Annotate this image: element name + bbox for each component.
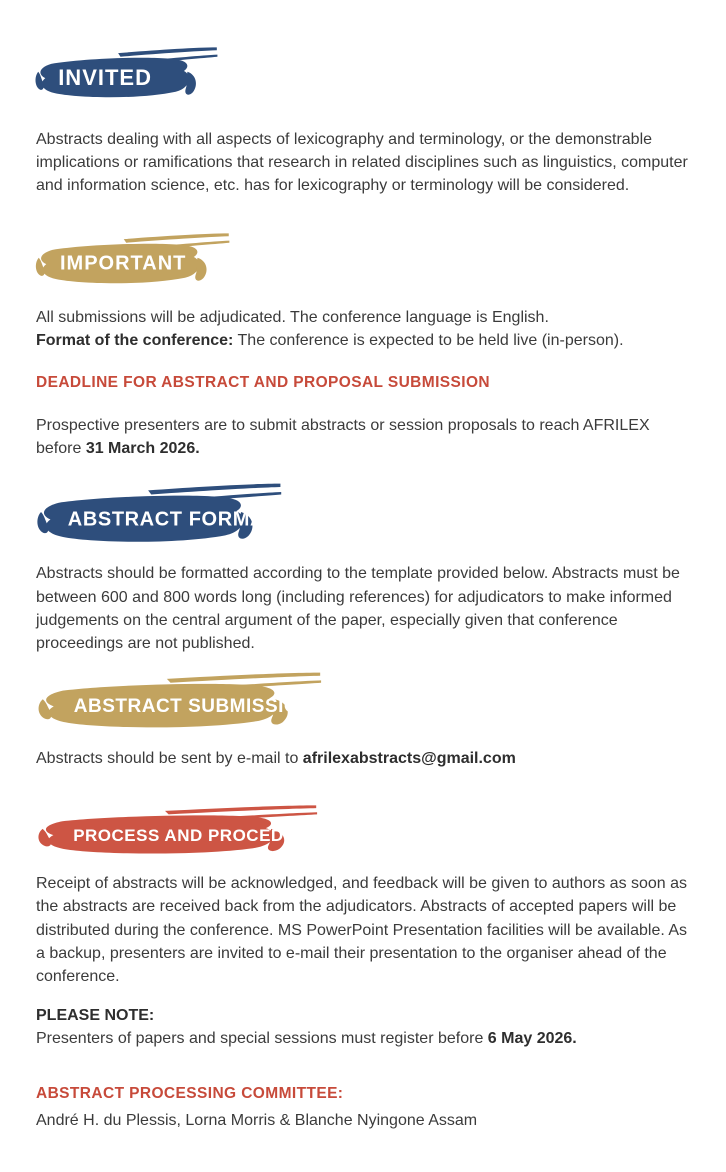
deadline-date: 31 March 2026. [85,440,200,458]
important-paragraph [36,306,690,352]
invited-paragraph: Abstracts dealing with all aspects of lexicography and terminology, or the demonstrable implications or ramifications that research in related disciplines such as linguistics, computer and information science, etc. has for lexicography or terminology will be considered. [36,131,688,195]
section-badge-important [30,232,230,292]
section-badge-abstract-submission [30,671,322,737]
section-title-important: IMPORTANT [60,252,187,275]
section-title-invited: INVITED [58,65,152,91]
section-badge-invited [30,46,218,106]
please-note-text: Presenters of papers and special sessions must register before [36,1030,488,1048]
deadline-heading: DEADLINE FOR ABSTRACT AND PROPOSAL SUBMISSION [36,373,491,391]
section-badge-abstract-format [30,482,282,552]
please-note-date: 6 May 2026. [487,1030,577,1048]
conference-format-text: The conference is expected to be held live (in-person). [233,331,624,349]
please-note-block [36,1004,690,1050]
process-paragraph: Receipt of abstracts will be acknowledged, and feedback will be given to authors as soon as the abstracts are received back from the adjudicators. Abstracts of accepted papers will be distributed during the conference. MS PowerPoint Presentation facilities will be available. As a backup, presenters are invited to e-mail their presentation to the organiser ahead of the conference. [36,875,688,985]
section-title-process: PROCESS AND PROCEDURES [73,825,333,845]
important-line1: All submissions will be adjudicated. The conference language is English. [36,308,549,326]
committee-members: André H. du Plessis, Lorna Morris & Blanche Nyingone Assam [36,1111,478,1129]
committee-heading: ABSTRACT PROCESSING COMMITTEE: [36,1084,344,1102]
deadline-text: Prospective presenters are to submit abstracts or session proposals to reach AFRILEX before [36,416,650,458]
please-note-label: PLEASE NOTE: [36,1007,155,1025]
deadline-paragraph [36,414,690,460]
abstract-submission-paragraph [36,747,690,770]
conference-format-label: Format of the conference: [36,331,234,349]
section-title-abstract-format: ABSTRACT FORMAT [67,508,277,531]
abstract-format-paragraph: Abstracts should be formatted according to the template provided below. Abstracts must be between 600 and 800 words long (including references) for adjudicators to make informed judgements on the central argument of the paper, especially given that conference proceedings are not published. [36,565,680,652]
section-badge-process [30,804,333,862]
submission-text: Abstracts should be sent by e-mail to [36,750,303,768]
section-title-abstract-submission: ABSTRACT SUBMISSION [73,695,314,717]
submission-email: afrilexabstracts@gmail.com [302,750,516,768]
